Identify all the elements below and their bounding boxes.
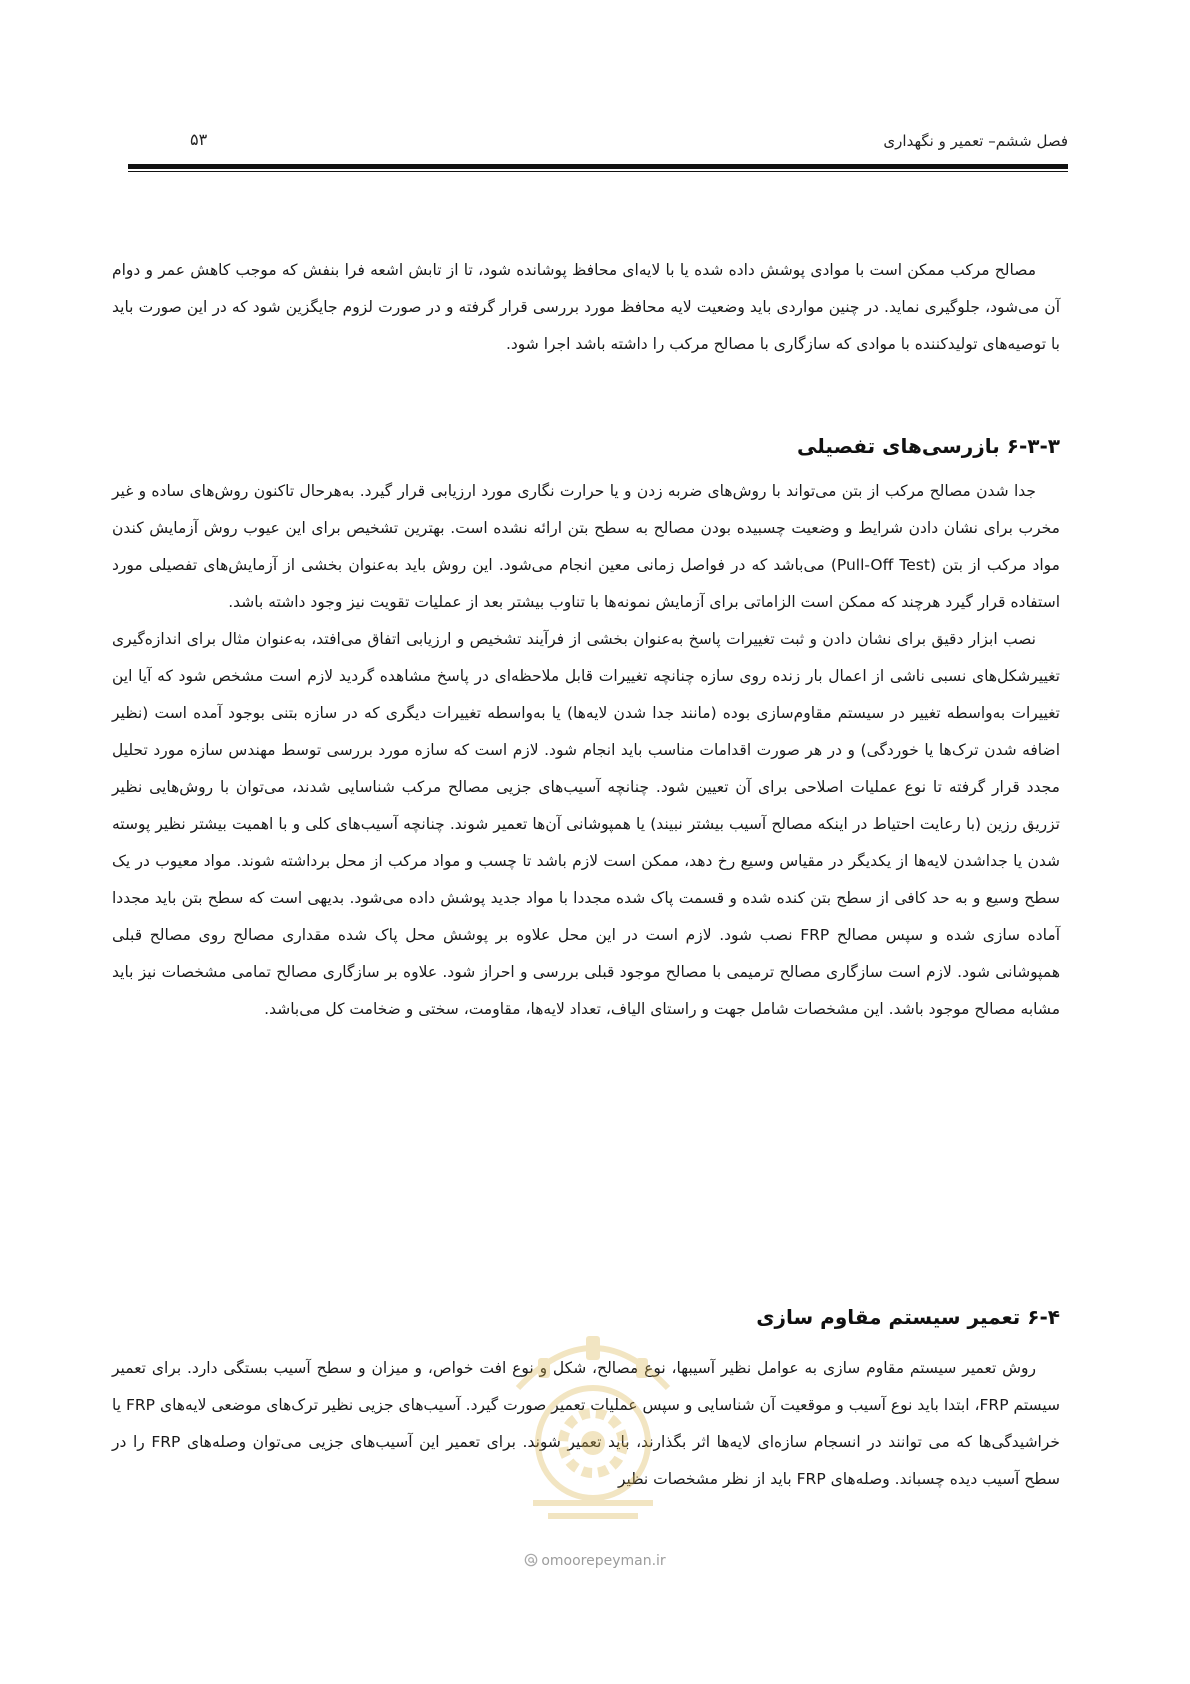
section-heading-6-3-3: ۶-۳-۳ بازرسی‌های تفصیلی bbox=[797, 434, 1060, 458]
website-watermark bbox=[0, 1553, 1190, 1569]
running-title: فصل ششم– تعمیر و نگهداری bbox=[883, 132, 1068, 150]
website-text: omoorepeyman.ir bbox=[541, 1553, 666, 1569]
paragraph: جدا شدن مصالح مرکب از بتن می‌تواند با روش‌های ضربه زدن و یا حرارت نگاری مورد ارزیابی قرار گیرد. به‌هرحال تاکنون روش‌های ساده و غیر مخرب برای نشان دادن شرایط و وضعیت چسبیده بودن مصالح به سطح بتن ارائه نشده است. بهترین تشخیص برای این عیوب روش آزمایش کندن مواد مرکب از بتن (Pull-Off Test) می‌باشد که در فواصل زمانی معین انجام می‌شود. این روش باید به‌عنوان بخشی از آزمایش‌های تفصیلی مورد استفاده قرار گیرد هرچند که ممکن است الزاماتی برای آزمایش نمونه‌ها با تناوب بیشتر بعد از عملیات تقویت نیز وجود داشته باشد. bbox=[112, 482, 1060, 611]
at-sign-icon bbox=[524, 1553, 538, 1567]
publisher-logo-watermark bbox=[478, 1318, 708, 1528]
header-rule-thin bbox=[128, 171, 1068, 172]
page-number: ۵۳ bbox=[190, 130, 208, 149]
running-header bbox=[128, 128, 1068, 158]
section-heading-6-4: ۶-۴ تعمیر سیستم مقاوم سازی bbox=[756, 1305, 1060, 1329]
paragraph: نصب ابزار دقیق برای نشان دادن و ثبت تغییرات پاسخ به‌عنوان بخشی از فرآیند تشخیص و ارزیابی اتفاق می‌افتد، به‌عنوان مثال برای اندازه‌گیری تغییرشکل‌های نسبی ناشی از اعمال بار زنده روی سازه چنانچه تغییرات قابل ملاحظه‌ای در پاسخ مشاهده گردید لازم است مشخص شود که آیا این تغییرات به‌واسطه تغییر در سیستم مقاوم‌سازی بوده (مانند جدا شدن لایه‌ها) یا به‌واسطه تغییرات دیگری که در سازه بتنی بوجود آمده است (نظیر اضافه شدن ترک‌ها یا خوردگی) و در هر صورت اقدامات مناسب باید انجام شود. لازم است که سازه مورد بررسی توسط مهندس سازه مورد تحلیل مجدد قرار گرفته تا نوع عملیات اصلاحی برای آن تعیین شود. چنانچه آسیب‌های جزیی مصالح مرکب شناسایی شدند، می‌توان با روش‌هایی نظیر تزریق رزین (با رعایت احتیاط در اینکه مصالح آسیب بیشتر نبیند) یا همپوشانی آن‌ها تعمیر شوند. چنانچه آسیب‌های کلی و با اهمیت بیشتر نظیر پوسته شدن یا جداشدن لایه‌ها از یکدیگر در مقیاس وسیع رخ دهد، ممکن است لازم باشد تا چسب و مواد مرکب از محل برداشته شوند. مواد معیوب در یک سطح وسیع و به حد کافی از سطح بتن کنده شده و قسمت پاک شده مجددا با مواد جدید پوشش داده می‌شود. بدیهی است که سطح بتن باید مجددا آماده سازی شده و سپس مصالح FRP نصب شود. لازم است در این محل علاوه بر پوشش محل پاک شده مقداری مصالح روی مصالح قبلی همپوشانی شود. لازم است سازگاری مصالح ترمیمی با مصالح موجود قبلی بررسی و احراز شود. علاوه بر سازگاری مصالح تمامی مشخصات نیز باید مشابه مصالح موجود باشد. این مشخصات شامل جهت و راستای الیاف، تعداد لایه‌ها، مقاومت، سختی و ضخامت کل می‌باشد. bbox=[112, 630, 1060, 1018]
intro-paragraph-block bbox=[112, 252, 1060, 363]
paragraph: روش تعمیر سیستم مقاوم سازی به عوامل نظیر آسیبها، نوع مصالح، شکل و نوع افت خواص، و میزان و سطح آسیب بستگی دارد. برای تعمیر سیستم FRP، ابتدا باید نوع آسیب و موقعیت آن شناسایی و سپس عملیات تعمیر صورت گیرد. آسیب‌های جزیی نظیر ترک‌های موضعی لایه‌های FRP یا خراشیدگی‌ها که می توانند در انسجام سازه‌ای لایه‌ها اثر بگذارند، باید تعمیر شوند. برای تعمیر این آسیب‌های جزیی می‌توان وصله‌های FRP را در سطح آسیب دیده چسباند. وصله‌های FRP باید از نظر مشخصات نظیر bbox=[112, 1359, 1060, 1488]
intro-paragraph: مصالح مرکب ممکن است با موادی پوشش داده شده یا با لایه‌ای محافظ پوشانده شود، تا از تابش اشعه فرا بنفش که موجب کاهش عمر و دوام آن می‌شود، جلوگیری نماید. در چنین مواردی باید وضعیت لایه محافظ مورد بررسی قرار گرفته و در صورت لزوم جایگزین شود که در این صورت باید با توصیه‌های تولیدکننده با موادی که سازگاری با مصالح مرکب را داشته باشد اجرا شود. bbox=[112, 261, 1060, 353]
section-6-3-3-body bbox=[112, 473, 1060, 1028]
header-rule-thick bbox=[128, 164, 1068, 169]
